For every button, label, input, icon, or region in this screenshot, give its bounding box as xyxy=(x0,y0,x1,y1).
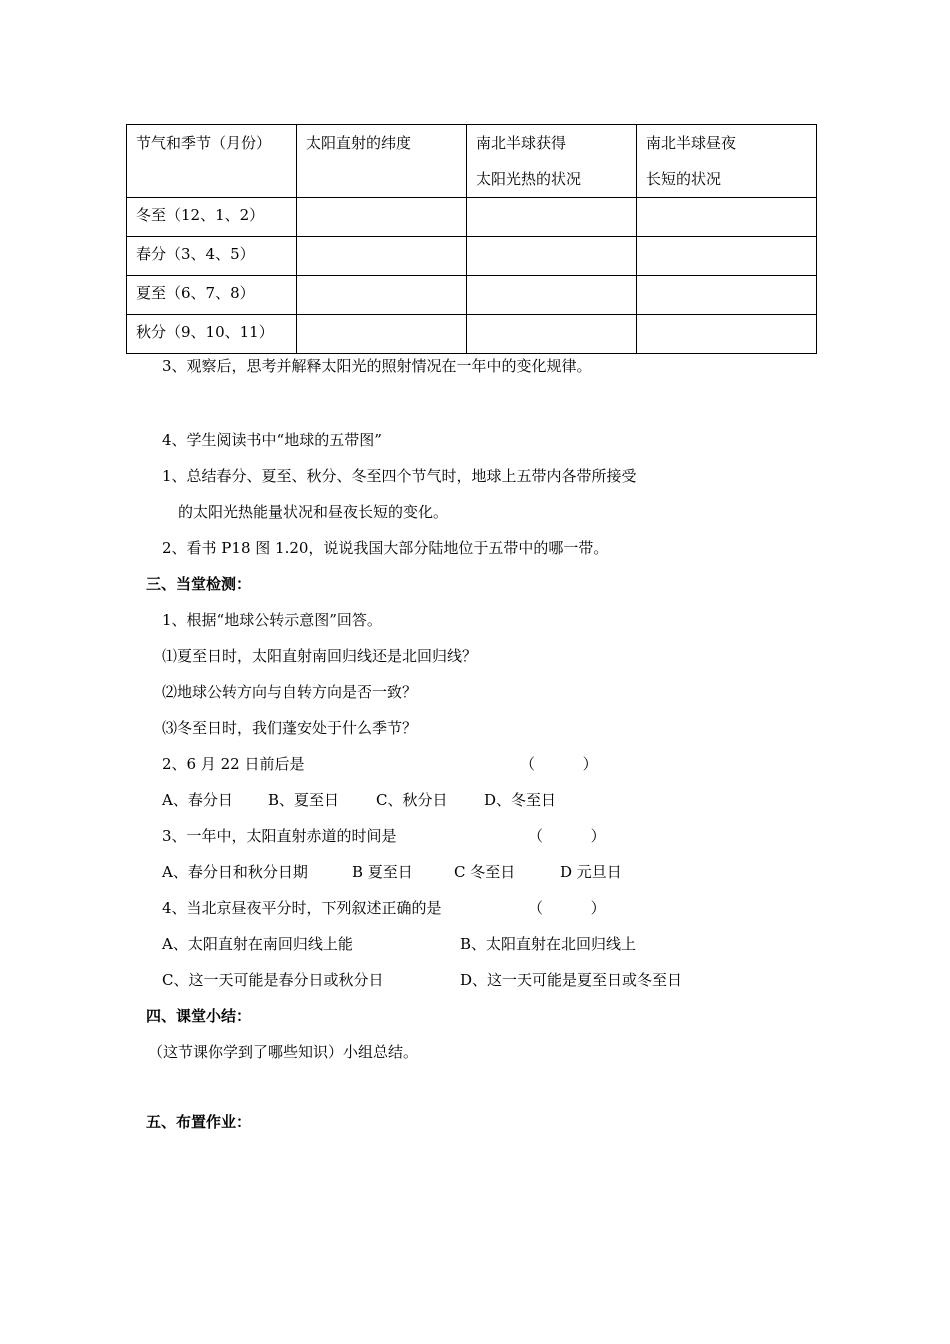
section-heading-homework: 五、布置作业： xyxy=(146,1113,252,1131)
question-3: 3、一年中，太阳直射赤道的时间是 xyxy=(162,827,397,845)
row-label: 夏至（6、7、8） xyxy=(127,276,297,315)
summary-task-cont: 的太阳光热能量状况和昼夜长短的变化。 xyxy=(178,503,449,521)
header-cell: 南北半球昼夜 长短的状况 xyxy=(637,125,817,198)
table-cell xyxy=(637,315,817,354)
table-header-row xyxy=(127,125,817,198)
summary-text: （这节课你学到了哪些知识）小组总结。 xyxy=(148,1043,419,1061)
header-cell: 南北半球获得 太阳光热的状况 xyxy=(467,125,637,198)
table-row xyxy=(127,315,817,354)
option-c: C 冬至日 xyxy=(454,863,516,881)
row-label: 秋分（9、10、11） xyxy=(127,315,297,354)
option-b: B、夏至日 xyxy=(268,791,340,809)
answer-blank: （ ） xyxy=(520,755,598,773)
question-1a: ⑴夏至日时，太阳直射南回归线还是北回归线？ xyxy=(162,647,478,665)
option-d: D、冬至日 xyxy=(484,791,557,809)
header-cell: 节气和季节（月份） xyxy=(127,125,297,198)
textbook-task: 2、看书 P18 图 1.20，说说我国大部分陆地位于五带中的哪一带。 xyxy=(162,539,609,557)
option-c: C、秋分日 xyxy=(376,791,448,809)
table-cell xyxy=(467,276,637,315)
table-cell xyxy=(297,276,467,315)
season-table xyxy=(126,124,817,354)
question-1c: ⑶冬至日时，我们蓬安处于什么季节？ xyxy=(162,719,418,737)
section-heading-summary: 四、课堂小结： xyxy=(146,1007,252,1025)
answer-blank: （ ） xyxy=(528,899,606,917)
option-b: B 夏至日 xyxy=(352,863,413,881)
table-cell xyxy=(297,315,467,354)
table-cell xyxy=(467,237,637,276)
option-d: D 元旦日 xyxy=(560,863,622,881)
row-label: 冬至（12、1、2） xyxy=(127,198,297,237)
option-d: D、这一天可能是夏至日或冬至日 xyxy=(460,971,683,989)
option-c: C、这一天可能是春分日或秋分日 xyxy=(162,971,384,989)
question-4: 4、当北京昼夜平分时，下列叙述正确的是 xyxy=(162,899,442,917)
table-cell xyxy=(637,237,817,276)
option-b: B、太阳直射在北回归线上 xyxy=(460,935,637,953)
table-cell xyxy=(637,276,817,315)
question-1b: ⑵地球公转方向与自转方向是否一致？ xyxy=(162,683,418,701)
question-2: 2、6 月 22 日前后是 xyxy=(162,755,305,773)
table-cell xyxy=(297,237,467,276)
summary-task: 1、总结春分、夏至、秋分、冬至四个节气时，地球上五带内各带所接受 xyxy=(162,467,637,485)
header-cell: 太阳直射的纬度 xyxy=(297,125,467,198)
table-row xyxy=(127,237,817,276)
option-a: A、太阳直射在南回归线上能 xyxy=(162,935,353,953)
option-a: A、春分日和秋分日期 xyxy=(162,863,308,881)
observation-question: 3、观察后，思考并解释太阳光的照射情况在一年中的变化规律。 xyxy=(162,357,592,375)
table-cell xyxy=(467,198,637,237)
section-heading-test: 三、当堂检测： xyxy=(146,575,252,593)
table-cell xyxy=(297,198,467,237)
reading-task: 4、学生阅读书中“地球的五带图” xyxy=(162,431,382,449)
table-row xyxy=(127,198,817,237)
table-row xyxy=(127,276,817,315)
table-cell xyxy=(467,315,637,354)
option-a: A、春分日 xyxy=(162,791,233,809)
question-1: 1、根据“地球公转示意图”回答。 xyxy=(162,611,382,629)
table-cell xyxy=(637,198,817,237)
answer-blank: （ ） xyxy=(528,827,606,845)
row-label: 春分（3、4、5） xyxy=(127,237,297,276)
